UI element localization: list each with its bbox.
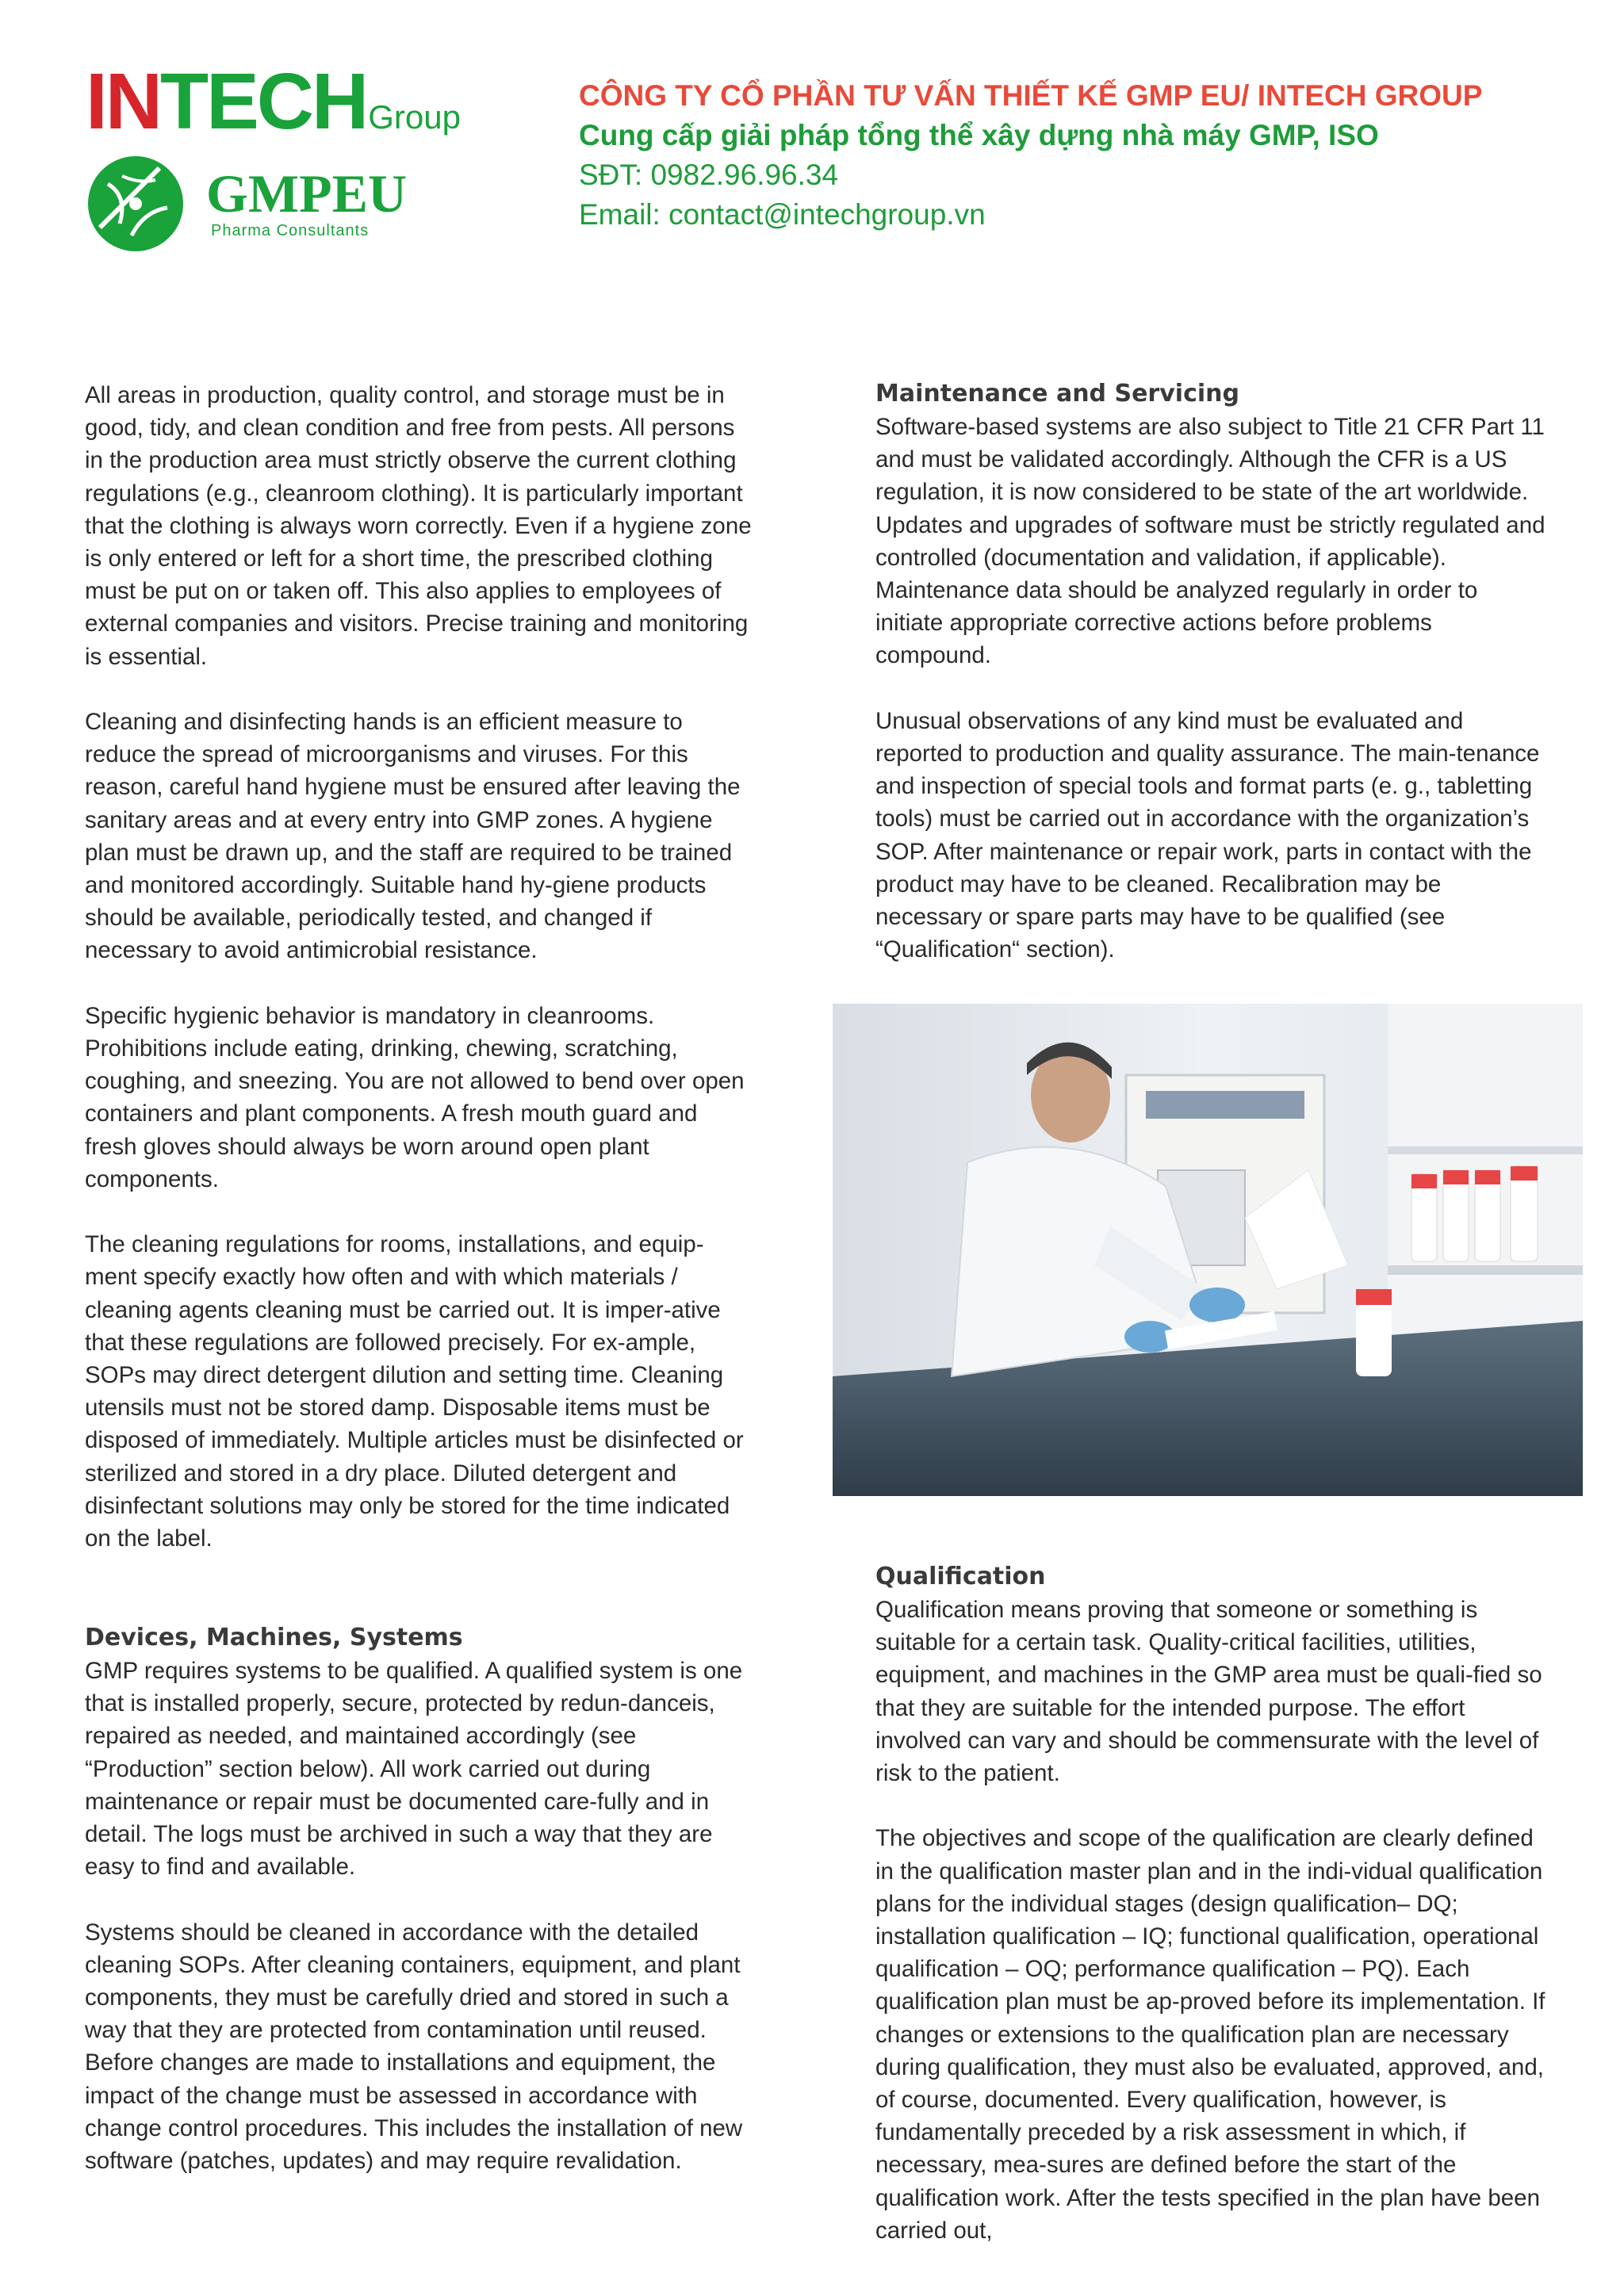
left-column-bottom: [85, 1621, 755, 2177]
heading-devices-machines-systems: Devices, Machines, Systems: [85, 1624, 463, 1651]
lab-scientist-photo: [833, 1004, 1583, 1496]
paragraph-qualified-systems: GMP requires systems to be qualified. A qualified system is one that is installed properly, secure, protected by redun-danceis, repaired as needed, and maintained accordingly (see “Production” section below). All work carried out during maintenance or repair must be documented care-fully and in detail. The logs must be archived in such a way that they are easy to find and available.: [85, 1658, 743, 1881]
intech-group-logo: [86, 57, 461, 146]
paragraph-hand-hygiene: Cleaning and disinfecting hands is an efficient measure to reduce the spread of microorganisms and viruses. For this reason, careful hand hygiene must be ensured after leaving the sanitary areas and at every entry into GMP zones. A hygiene plan must be drawn up, and the staff are required to be trained and monitored accordingly. Suitable hand hy-giene products should be available, periodically tested, and changed if necessary to avoid antimicrobial resistance.: [85, 709, 741, 964]
paragraph-cleanroom-behavior: Specific hygienic behavior is mandatory in cleanrooms. Prohibitions include eating, drinking, chewing, scratching, coughing, and sneezing. You are not allowed to bend over open containers and plant components. A fresh mouth guard and fresh gloves should always be worn around open plant components.: [85, 1002, 745, 1192]
heading-maintenance-servicing: Maintenance and Servicing: [875, 380, 1239, 408]
paragraph-software-systems: Software-based systems are also subject to Title 21 CFR Part 11 and must be validated accordingly. Although the CFR is a US regulation, it is now considered to be state of the art worldwide. Updates and upgrades of software must be strictly regulated and controlled (documentation and validation, if applicable). Maintenance data should be analyzed regularly in order to initiate appropriate corrective actions before problems compound.: [875, 414, 1545, 669]
paragraph-unusual-observations: Unusual observations of any kind must be evaluated and reported to production and quality assurance. The main-tenance and inspection of special tools and format parts (e. g., tabletting tools) must be carried out in accordance with the organization’s SOP. After maintenance or repair work, parts in contact with the product may have to be cleaned. Recalibration may be necessary or spare parts may have to be qualified (see “Qualification“ section).: [875, 707, 1540, 963]
logo-intech-suffix: Group: [368, 98, 461, 136]
heading-qualification: Qualification: [875, 1563, 1046, 1590]
right-column-top: [875, 377, 1546, 966]
gmpeu-logo: [84, 152, 408, 255]
right-column-bottom: [875, 1560, 1546, 2247]
logo-intech-initial: IN: [86, 57, 160, 146]
paragraph-qualification-definition: Qualification means proving that someone or something is suitable for a certain task. Quality-critical facilities, utilities, equipment, and machines in the GMP area must be quali-fied so that they are suitable for the intended purpose. The effort involved can vary and should be commensurate with the level of risk to the patient.: [875, 1597, 1542, 1787]
gmpeu-logo-tagline: Pharma Consultants: [211, 222, 370, 239]
paragraph-cleaning-regulations: The cleaning regulations for rooms, installations, and equip-ment specify exactly how often and with which materials / cleaning agents cleaning must be carried out. It is imper-ative that these regulations are followed precisely. For ex-ample, SOPs may direct detergent dilution and setting time. Cleaning utensils must not be stored damp. Disposable items must be disposed of immediately. Multiple articles must be disinfected or sterilized and stored in a dry place. Diluted detergent and disinfectant solutions may only be stored for the time indicated on the label.: [85, 1231, 744, 1552]
left-column-top: [85, 379, 755, 1555]
gmpeu-logo-name: GMPEU: [206, 163, 408, 224]
leaf-emblem-icon: [84, 152, 187, 255]
paragraph-qualification-plan: The objectives and scope of the qualification are clearly defined in the qualification master plan and in the indi-vidual qualification plans for the individual stages (design qualification– DQ; installation qualification – IQ; functional qualification, operational qualification – OQ; performance qualification – PQ). Each qualification plan must be ap-proved before its implementation. If changes or extensions to the qualification plan are necessary during qualification, they must also be evaluated, approved, and, of course, documented. Every qualification, however, is fundamentally preceded by a risk assessment in which, if necessary, mea-sures are defined before the start of the qualification work. After the tests specified in the plan have been carried out,: [875, 1825, 1545, 2244]
company-email: Email: contact@intechgroup.vn: [579, 198, 986, 231]
logo-intech-main: TECH: [160, 57, 367, 146]
paragraph-system-cleaning: Systems should be cleaned in accordance with the detailed cleaning SOPs. After cleaning containers, equipment, and plant components, they must be carefully dried and stored in such a way that they are protected from contamination until reused. Before changes are made to installations and equipment, the impact of the change must be assessed in accordance with change control procedures. This includes the installation of new software (patches, updates) and may require revalidation.: [85, 1919, 743, 2175]
company-info: [579, 76, 1482, 235]
company-name: CÔNG TY CỔ PHẦN TƯ VẤN THIẾT KẾ GMP EU/ INTECH GROUP: [579, 79, 1483, 112]
company-slogan: Cung cấp giải pháp tổng thể xây dựng nhà máy GMP, ISO: [579, 119, 1379, 151]
paragraph-cleanliness: All areas in production, quality control, and storage must be in good, tidy, and clean condition and free from pests. All persons in the production area must strictly observe the current clothing regulations (e.g., cleanroom clothing). It is particularly important that the clothing is always worn correctly. Even if a hygiene zone is only entered or left for a short time, the prescribed clothing must be put on or taken off. This also applies to employees of external companies and visitors. Precise training and monitoring is essential.: [85, 382, 752, 670]
company-phone: SĐT: 0982.96.96.34: [579, 159, 839, 191]
